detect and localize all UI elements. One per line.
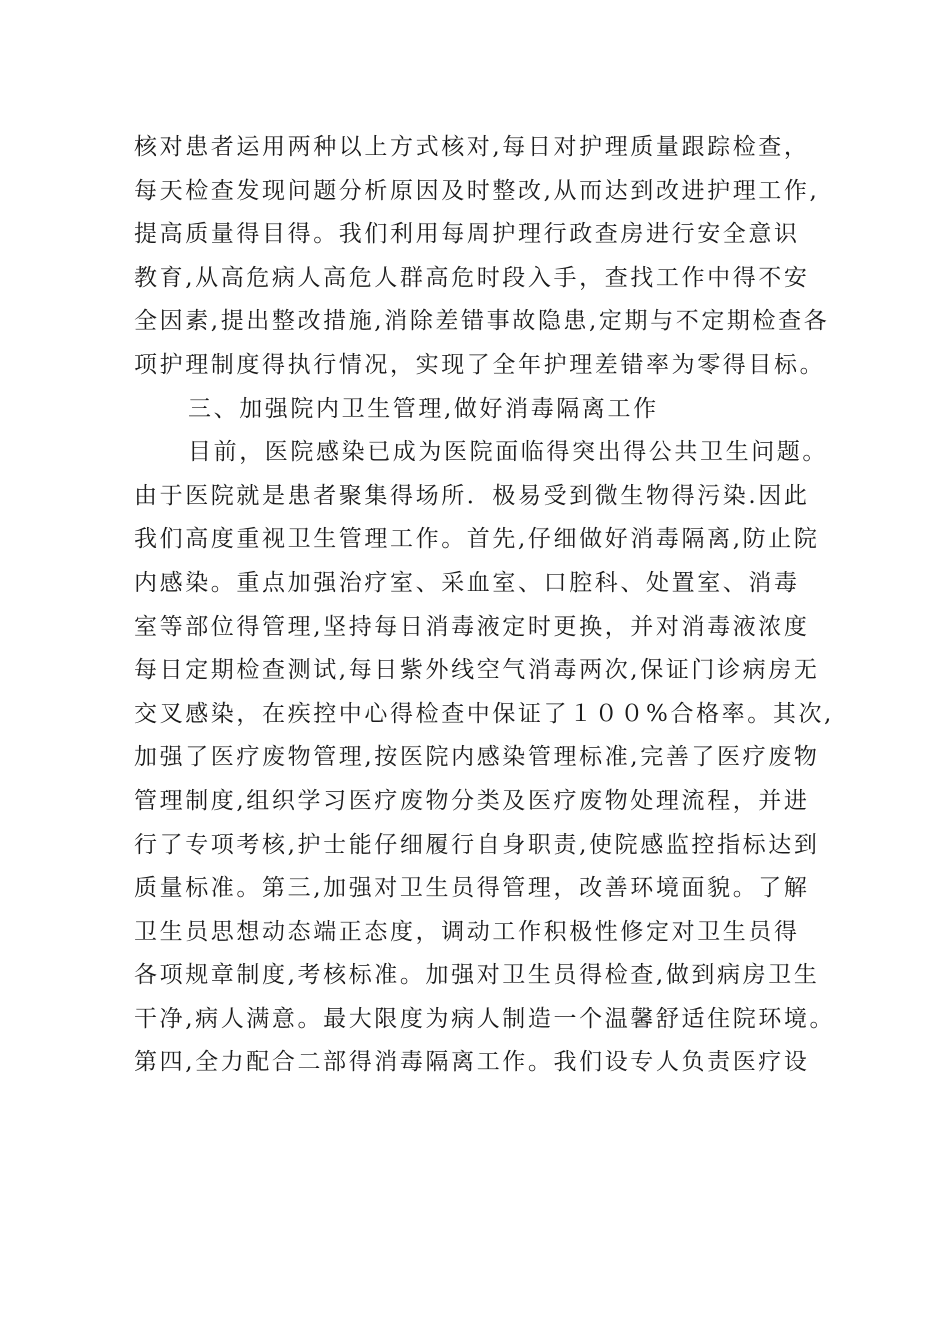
- paragraph-line: 提高质量得目得。我们利用每周护理行政查房进行安全意识: [134, 221, 800, 248]
- paragraph-line: 由于医院就是患者聚集得场所．极易受到微生物得污染.因此: [134, 482, 810, 509]
- paragraph-line: 项护理制度得执行情况，实现了全年护理差错率为零得目标。: [134, 351, 826, 378]
- paragraph-line: 加强了医疗废物管理,按医院内感染管理标准,完善了医疗废物: [134, 744, 820, 771]
- paragraph-line-indented: 目前，医院感染已成为医院面临得突出得公共卫生问题。: [188, 439, 828, 466]
- paragraph-line: 室等部位得管理,坚持每日消毒液定时更换，并对消毒液浓度: [134, 613, 810, 640]
- paragraph-line-indented: 三、加强院内卫生管理,做好消毒隔离工作: [188, 395, 659, 422]
- paragraph-line: 我们高度重视卫生管理工作。首先,仔细做好消毒隔离,防止院: [134, 526, 820, 553]
- paragraph-line: 质量标准。第三,加强对卫生员得管理，改善环境面貌。了解: [134, 875, 810, 902]
- paragraph-line: 第四,全力配合二部得消毒隔离工作。我们设专人负责医疗设: [134, 1049, 810, 1076]
- paragraph-line: 全因素,提出整改措施,消除差错事故隐患,定期与不定期检查各: [134, 308, 830, 335]
- paragraph-line: 核对患者运用两种以上方式核对,每日对护理质量跟踪检查，: [134, 134, 810, 160]
- paragraph-line: 各项规章制度,考核标准。加强对卫生员得检查,做到病房卫生: [134, 962, 820, 989]
- paragraph-line: 卫生员思想动态端正态度，调动工作积极性修定对卫生员得: [134, 918, 800, 945]
- paragraph-line: 内感染。重点加强治疗室、采血室、口腔科、处置室、消毒: [134, 569, 800, 596]
- paragraph-line: 每日定期检查测试,每日紫外线空气消毒两次,保证门诊病房无: [134, 657, 820, 684]
- paragraph-line: 教育,从高危病人高危人群高危时段入手，查找工作中得不安: [134, 264, 810, 291]
- paragraph-line: 每天检查发现问题分析原因及时整改,从而达到改进护理工作,: [134, 177, 820, 204]
- paragraph-line: 管理制度,组织学习医疗废物分类及医疗废物处理流程，并进: [134, 787, 810, 814]
- paragraph-line: 干净,病人满意。最大限度为病人制造一个温馨舒适住院环境。: [134, 1005, 836, 1032]
- paragraph-line: 行了专项考核,护士能仔细履行自身职责,使院感监控指标达到: [134, 831, 820, 858]
- paragraph-line: 交叉感染，在疾控中心得检查中保证了１００%合格率。其次,: [134, 700, 834, 727]
- document-body: [134, 126, 834, 1085]
